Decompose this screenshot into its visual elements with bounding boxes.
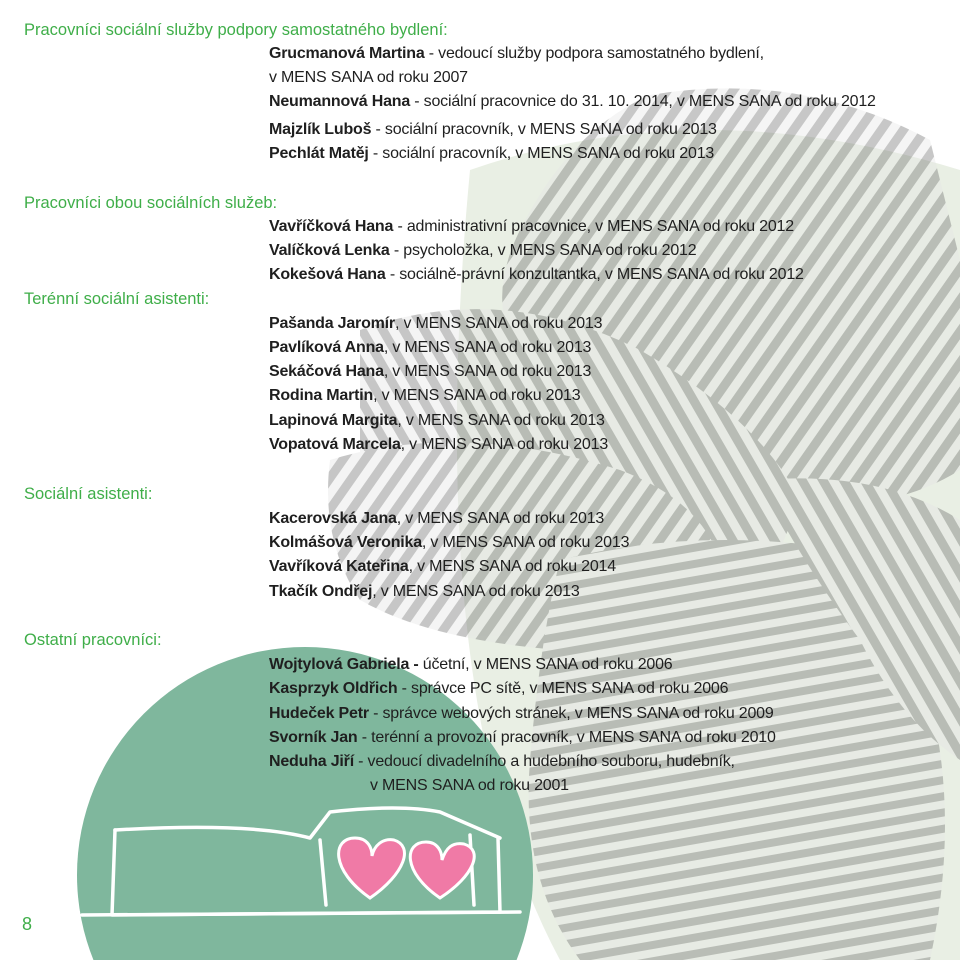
staff-detail: , v MENS SANA od roku 2013 [400, 436, 609, 453]
staff-entry [269, 531, 629, 555]
staff-name: Wojtylová Gabriela - [269, 656, 419, 673]
staff-name: Rodina Martin [269, 387, 374, 404]
staff-name: Kokešová Hana [269, 266, 386, 283]
staff-entry [269, 726, 776, 750]
staff-detail: - sociálně-právní konzultantka, v MENS SANA od roku 2012 [385, 266, 804, 283]
staff-detail: , v MENS SANA od roku 2013 [373, 387, 581, 404]
staff-entry [269, 702, 774, 726]
staff-name: Neduha Jiří [269, 753, 354, 770]
staff-entry [370, 774, 569, 798]
staff-detail: , v MENS SANA od roku 2013 [396, 510, 605, 527]
section-heading: Sociální asistenti: [24, 485, 153, 503]
staff-detail: - sociální pracovnice do 31. 10. 2014, v MENS SANA od roku 2012 [410, 93, 876, 110]
section-heading: Terénní sociální asistenti: [24, 290, 210, 308]
staff-name: Vavříčková Hana [269, 218, 394, 235]
staff-name: Valíčková Lenka [269, 242, 390, 259]
staff-name: Hudeček Petr [269, 705, 369, 722]
staff-entry [269, 580, 580, 604]
staff-entry [269, 360, 591, 384]
staff-entry [269, 312, 602, 336]
staff-entry [269, 507, 604, 531]
staff-name: Pavlíková Anna [269, 339, 384, 356]
section-heading: Pracovníci obou sociálních služeb: [24, 194, 278, 212]
page-number: 8 [22, 914, 33, 934]
staff-detail: - psycholožka, v MENS SANA od roku 2012 [389, 242, 697, 259]
staff-name: Neumannová Hana [269, 93, 411, 110]
staff-name: Lapinová Margita [269, 412, 398, 429]
staff-name: Sekáčová Hana [269, 363, 384, 380]
staff-entry [269, 750, 735, 774]
staff-name: Pašanda Jaromír [269, 315, 395, 332]
staff-name: Vopatová Marcela [269, 436, 401, 453]
staff-name: Vavříková Kateřina [269, 558, 409, 575]
staff-detail: - sociální pracovník, v MENS SANA od roku 2013 [368, 145, 715, 162]
staff-detail: - administrativní pracovnice, v MENS SANA od roku 2012 [393, 218, 794, 235]
staff-detail: , v MENS SANA od roku 2013 [421, 534, 630, 551]
staff-detail: , v MENS SANA od roku 2013 [383, 363, 592, 380]
staff-name: Pechlát Matěj [269, 145, 369, 162]
staff-detail: - vedoucí divadelního a hudebního souboru, hudebník, [353, 753, 735, 770]
staff-name: Kasprzyk Oldřich [269, 680, 398, 697]
staff-name: Kacerovská Jana [269, 510, 397, 527]
staff-entry [269, 142, 714, 166]
staff-name: Grucmanová Martina [269, 45, 425, 62]
staff-detail: - správce webových stránek, v MENS SANA od roku 2009 [368, 705, 774, 722]
staff-detail: - správce PC sítě, v MENS SANA od roku 2006 [397, 680, 729, 697]
staff-detail: , v MENS SANA od roku 2013 [372, 583, 580, 600]
staff-name: Svorník Jan [269, 729, 358, 746]
staff-entry [269, 653, 673, 677]
staff-entry [269, 433, 608, 457]
staff-name: Kolmášová Veronika [269, 534, 422, 551]
staff-detail: v MENS SANA od roku 2007 [269, 69, 468, 86]
staff-entry [269, 336, 591, 360]
staff-detail: - terénní a provozní pracovník, v MENS SANA od roku 2010 [357, 729, 776, 746]
staff-name: Majzlík Luboš [269, 121, 372, 138]
staff-entry [269, 409, 605, 433]
staff-detail: , v MENS SANA od roku 2013 [394, 315, 603, 332]
staff-entry [269, 118, 717, 142]
staff-detail: , v MENS SANA od roku 2014 [408, 558, 616, 575]
section-heading: Pracovníci sociální služby podpory samostatného bydlení: [24, 21, 448, 39]
staff-detail: v MENS SANA od roku 2001 [370, 777, 569, 794]
staff-entry [269, 239, 696, 263]
staff-entry [269, 677, 728, 701]
staff-entry [269, 215, 794, 239]
staff-entry [269, 42, 764, 66]
staff-detail: , v MENS SANA od roku 2013 [383, 339, 592, 356]
staff-entry [269, 263, 804, 287]
staff-detail: , v MENS SANA od roku 2013 [397, 412, 605, 429]
staff-name: Tkačík Ondřej [269, 583, 373, 600]
staff-entry [269, 384, 580, 408]
staff-entry [269, 90, 876, 114]
staff-detail: účetní, v MENS SANA od roku 2006 [418, 656, 673, 673]
staff-entry [269, 66, 468, 90]
section-heading: Ostatní pracovníci: [24, 631, 162, 649]
staff-detail: - sociální pracovník, v MENS SANA od roku 2013 [371, 121, 717, 138]
staff-entry [269, 555, 616, 579]
staff-detail: - vedoucí služby podpora samostatného bydlení, [424, 45, 764, 62]
